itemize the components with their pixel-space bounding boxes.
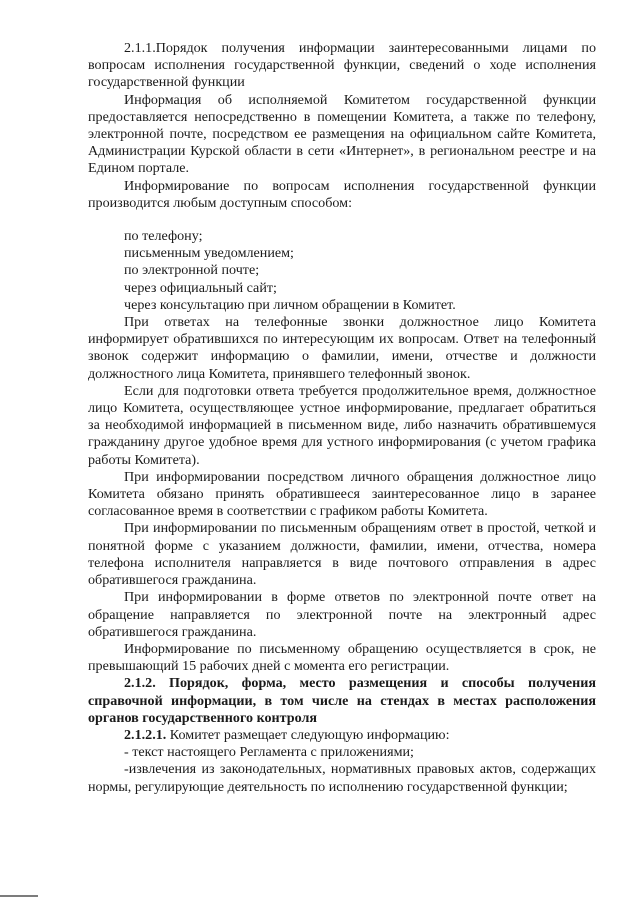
list-item: через официальный сайт; [124,279,277,296]
section-text: Комитет размещает следующую информацию: [166,726,450,743]
paragraph-email-answers: При информировании в форме ответов по электронной почте ответ на обращение направляется по электронной почте на электронный адрес обратившегося гражданина. [88,589,596,640]
paragraph-phone-answers: При ответах на телефонные звонки должностное лицо Комитета информирует обратившихся по интересующим их вопросам. Ответ на телефонный звонок содержит информацию о фамилии, имени, отчестве и должности должностного лица Комитета, принявшего телефонный звонок. [88,314,596,382]
section-2-1-1-heading: 2.1.1.Порядок получения информации заинтересованными лицами по вопросам исполнения государственной функции, сведений о ходе исполнения государственной функции [88,40,596,91]
section-number: 2.1.2.1. [124,726,167,743]
section-2-1-2-heading: 2.1.2. Порядок, форма, место размещения и способы получения справочной информации, в том числе на стендах в местах расположения органов государственного контроля [88,675,596,726]
list-item: через консультацию при личном обращении в Комитет. [124,296,456,313]
paragraph-response-deadline: Информирование по письменному обращению осуществляется в срок, не превышающий 15 рабочих дней с момента его регистрации. [88,640,596,675]
paragraph-info-methods-intro: Информирование по вопросам исполнения государственной функции производится любым доступным способом: [88,177,596,211]
spacer [88,212,596,228]
list-item: по телефону; [124,228,203,245]
list-item: письменным уведомлением; [124,245,294,262]
scan-corner-mark [0,895,38,897]
document-body [88,40,596,796]
paragraph-written-requests: При информировании по письменным обращениям ответ в простой, четкой и понятной форме с указанием должности, фамилии, имени, отчества, номера телефона исполнителя направляется в виде почтового отправления в адрес обратившегося гражданина. [88,520,596,589]
list-item-legal-extracts: -извлечения из законодательных, нормативных правовых актов, содержащих нормы, регулирующие деятельность по исполнению государственной функции; [88,761,596,795]
list-item-regulation-text: - текст настоящего Регламента с приложениями; [124,744,414,761]
paragraph-info-provision: Информация об исполняемой Комитетом государственной функции предоставляется непосредственно в помещении Комитета, а также по телефону, электронной почте, посредством ее размещения на официальном сайте Комитета, Администрации Курской области в сети «Интернет», в региональном реестре и на Едином портале. [88,91,596,177]
list-item: по электронной почте; [124,262,260,279]
paragraph-long-preparation: Если для подготовки ответа требуется продолжительное время, должностное лицо Комитета, осуществляющее устное информирование, предлагает обратиться за необходимой информацией в письменном виде, либо назначить обратившемуся гражданину другое удобное время для устного информирования (с учетом графика работы Комитета). [88,382,596,468]
section-2-1-2-1 [88,727,596,744]
paragraph-personal-visit: При информировании посредством личного обращения должностное лицо Комитета обязано принять обратившееся заинтересованное лицо в заранее согласованное время в соответствии с графиком работы Комитета. [88,468,596,520]
